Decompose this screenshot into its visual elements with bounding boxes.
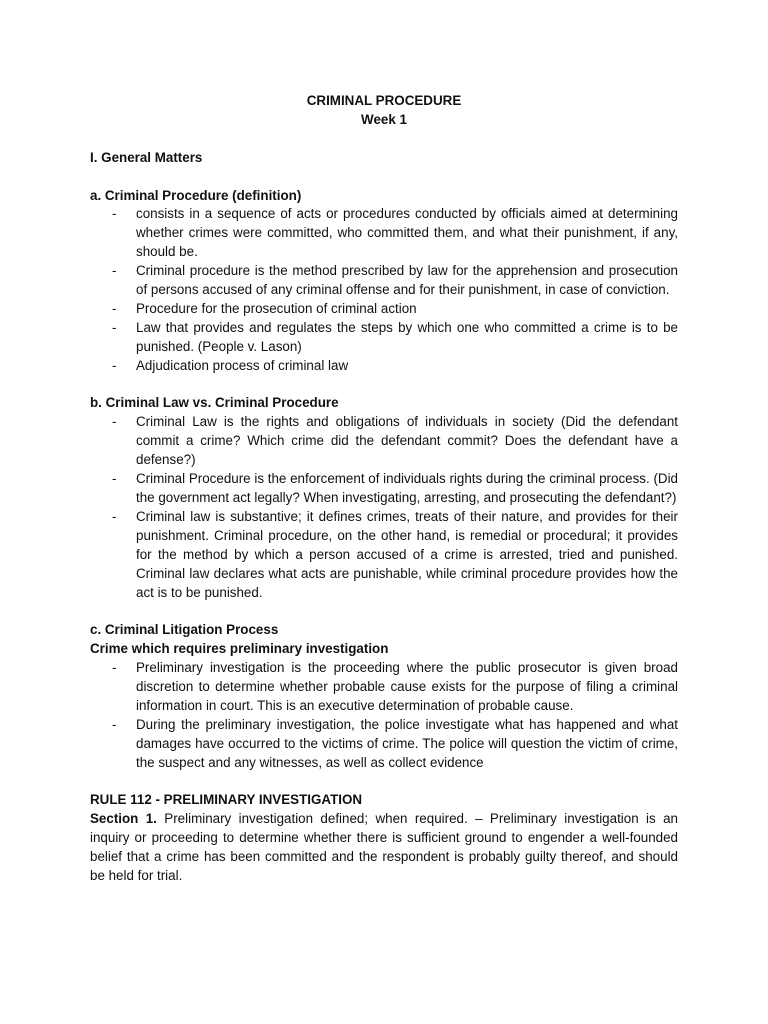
list-item [90,300,678,319]
list-item-text: Procedure for the prosecution of criminal action [136,300,417,316]
list-item [90,319,678,357]
list-item [90,508,678,603]
dash-bullet: - [112,508,117,524]
list-item-text: Law that provides and regulates the steps by which one who committed a crime is to be punished. (People v. Lason) [136,319,678,354]
dash-bullet: - [112,357,117,373]
list-item-text: Preliminary investigation is the proceeding where the public prosecutor is given broad discretion to determine whether probable cause exists for the purpose of filing a criminal information in court. This is an executive determination of probable cause. [136,660,678,713]
list-item [90,659,678,716]
list-item-text: During the preliminary investigation, the police investigate what has happened and what damages have occurred to the victims of crime. The police will question the victim of crime, the suspect and any witnesses, as well as collect evidence [136,716,678,770]
list-item [90,357,678,376]
list-item-text: consists in a sequence of acts or procedures conducted by officials aimed at determining whether crimes were committed, who committed them, and what their punishment, if any, should be. [136,206,678,260]
rule-112-heading: RULE 112 - PRELIMINARY INVESTIGATION [90,792,363,808]
dash-bullet: - [112,206,117,222]
list-item [90,205,678,262]
spacer [90,602,678,621]
dash-bullet: - [112,300,117,316]
document-page [90,92,678,886]
document-title: CRIMINAL PROCEDURE [306,93,462,108]
dash-bullet: - [112,319,117,335]
list-item [90,470,678,508]
list-item [90,413,678,470]
spacer [90,168,678,187]
part-b-heading: b. Criminal Law vs. Criminal Procedure [90,395,339,411]
section-text: Preliminary investigation defined; when required. – Preliminary investigation is an inquiry or proceeding to determine whether there is sufficient ground to engender a well-founded belief that a crime has been committed and the respondent is probably guilty thereof, and should be held for trial. [90,811,678,884]
rule-112-section-1 [90,810,678,886]
part-b-list [90,413,678,602]
section-general-matters: I. General Matters [90,149,203,165]
spacer [90,130,678,149]
list-item-text: Criminal Law is the rights and obligations of individuals in society (Did the defendant commit a crime? Which crime did the defendant commit? Does the defendant have a defense?) [136,414,678,468]
dash-bullet: - [112,471,117,487]
spacer [90,376,678,395]
dash-bullet: - [112,660,117,676]
list-item-text: Adjudication process of criminal law [136,357,349,373]
list-item-text: Criminal law is substantive; it defines crimes, treats of their nature, and provides for their punishment. Criminal procedure, on the other hand, is remedial or procedural; it provides for the method by which a person accused of a crime is arrested, tried and punished. Criminal law declares what acts are punishable, while criminal procedure provides how the act is to be punished. [136,508,678,600]
dash-bullet: - [112,414,117,430]
list-item-text: Criminal Procedure is the enforcement of individuals rights during the criminal process. (Did the government act legally? When investigating, arresting, and prosecuting the defendant?) [136,471,678,505]
spacer [90,773,678,792]
part-c-heading: c. Criminal Litigation Process [90,622,279,638]
part-a-heading: a. Criminal Procedure (definition) [90,187,302,203]
part-c-subheading: Crime which requires preliminary investigation [90,641,389,657]
dash-bullet: - [112,263,117,279]
list-item [90,262,678,300]
part-c-list [90,659,678,772]
document-subtitle: Week 1 [361,111,407,127]
dash-bullet: - [112,716,117,732]
part-a-list [90,205,678,375]
list-item-text: Criminal procedure is the method prescribed by law for the apprehension and prosecution of persons accused of any criminal offense and for their punishment, in case of conviction. [136,263,678,298]
section-label: Section 1. [90,811,157,827]
list-item [90,716,678,773]
